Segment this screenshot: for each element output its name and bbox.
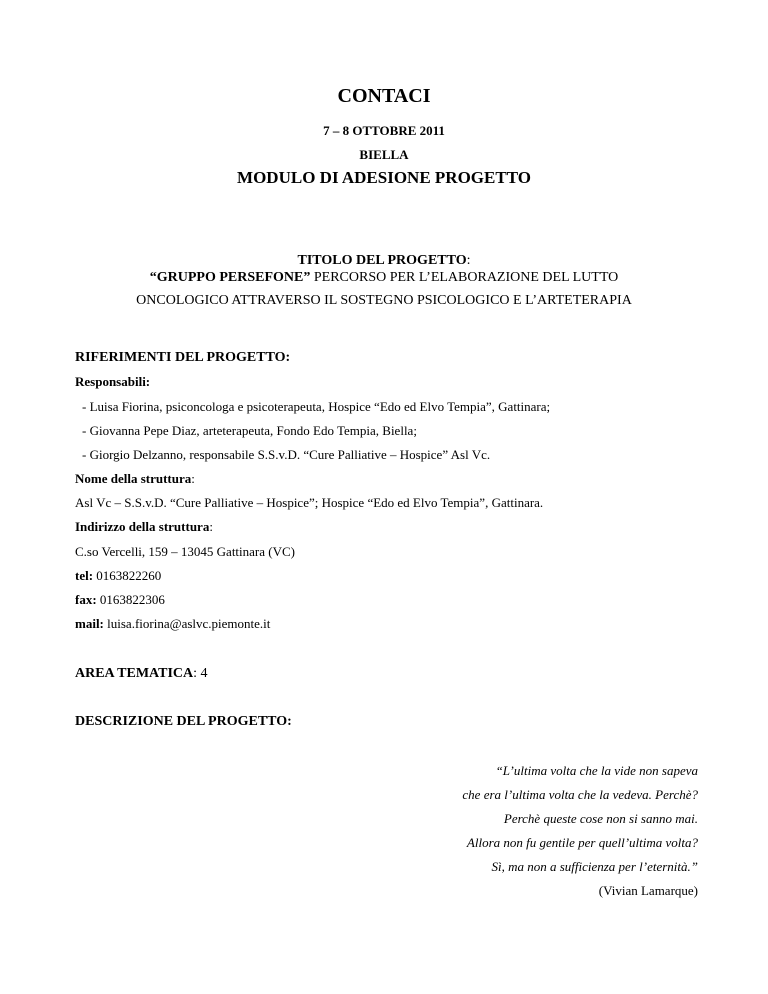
indirizzo-colon: :	[209, 519, 213, 534]
fax-line	[75, 591, 165, 608]
event-city: BIELLA	[359, 147, 409, 162]
fax-label: fax:	[75, 592, 97, 607]
project-title-label: TITOLO DEL PROGETTO	[297, 253, 467, 268]
fax-value: 0163822306	[96, 592, 165, 607]
area-tematica-line	[75, 665, 208, 683]
project-name-rest: PERCORSO PER L’ELABORAZIONE DEL LUTTO	[310, 270, 619, 285]
quote-line: Sì, ma non a sufficienza per l’eternità.”	[491, 859, 698, 874]
responsabili-label: Responsabili:	[75, 374, 151, 389]
quote-author: (Vivian Lamarque)	[598, 883, 698, 898]
struttura-value: Asl Vc – S.S.v.D. “Cure Palliative – Hospice”; Hospice “Edo ed Elvo Tempia”, Gattinara.	[75, 495, 544, 510]
quote-line: “L’ultima volta che la vide non sapeva	[495, 763, 698, 778]
tel-value: 0163822260	[93, 568, 162, 583]
quote-line: Allora non fu gentile per quell’ultima volta?	[466, 835, 698, 850]
responsabile-item: - Luisa Fiorina, psiconcologa e psicoterapeuta, Hospice “Edo ed Elvo Tempia”, Gattinara;	[82, 399, 551, 414]
references-heading: RIFERIMENTI DEL PROGETTO:	[75, 350, 291, 365]
struttura-colon: :	[191, 471, 195, 486]
event-dates: 7 – 8 OTTOBRE 2011	[323, 123, 445, 138]
tel-label: tel:	[75, 568, 94, 583]
area-tematica-label: AREA TEMATICA	[75, 666, 194, 681]
struttura-label-line	[75, 470, 195, 487]
mail-line	[75, 615, 270, 632]
project-title-label-line	[0, 252, 768, 270]
project-name-line-2: ONCOLOGICO ATTRAVERSO IL SOSTEGNO PSICOLOGICO E L’ARTETERAPIA	[136, 293, 632, 308]
tel-line	[75, 567, 161, 584]
form-subtitle: MODULO DI ADESIONE PROGETTO	[237, 168, 531, 187]
project-name-line-1	[0, 269, 768, 287]
struttura-label: Nome della struttura	[75, 471, 192, 486]
responsabile-item: - Giovanna Pepe Diaz, arteterapeuta, Fondo Edo Tempia, Biella;	[82, 423, 417, 438]
responsabile-item: - Giorgio Delzanno, responsabile S.S.v.D. “Cure Palliative – Hospice” Asl Vc.	[82, 447, 491, 462]
quote-line: che era l’ultima volta che la vedeva. Perchè?	[462, 787, 698, 802]
project-title-colon: :	[466, 253, 471, 268]
indirizzo-label: Indirizzo della struttura	[75, 519, 210, 534]
indirizzo-label-line	[75, 518, 213, 535]
document-title: CONTACI	[337, 85, 431, 107]
area-tematica-value: : 4	[193, 666, 208, 681]
description-heading: DESCRIZIONE DEL PROGETTO:	[75, 714, 292, 729]
project-name-bold: “GRUPPO PERSEFONE”	[149, 270, 311, 285]
mail-label: mail:	[75, 616, 104, 631]
quote-line: Perchè queste cose non si sanno mai.	[503, 811, 698, 826]
mail-value: luisa.fiorina@aslvc.piemonte.it	[103, 616, 271, 631]
indirizzo-value: C.so Vercelli, 159 – 13045 Gattinara (VC)	[75, 544, 295, 559]
